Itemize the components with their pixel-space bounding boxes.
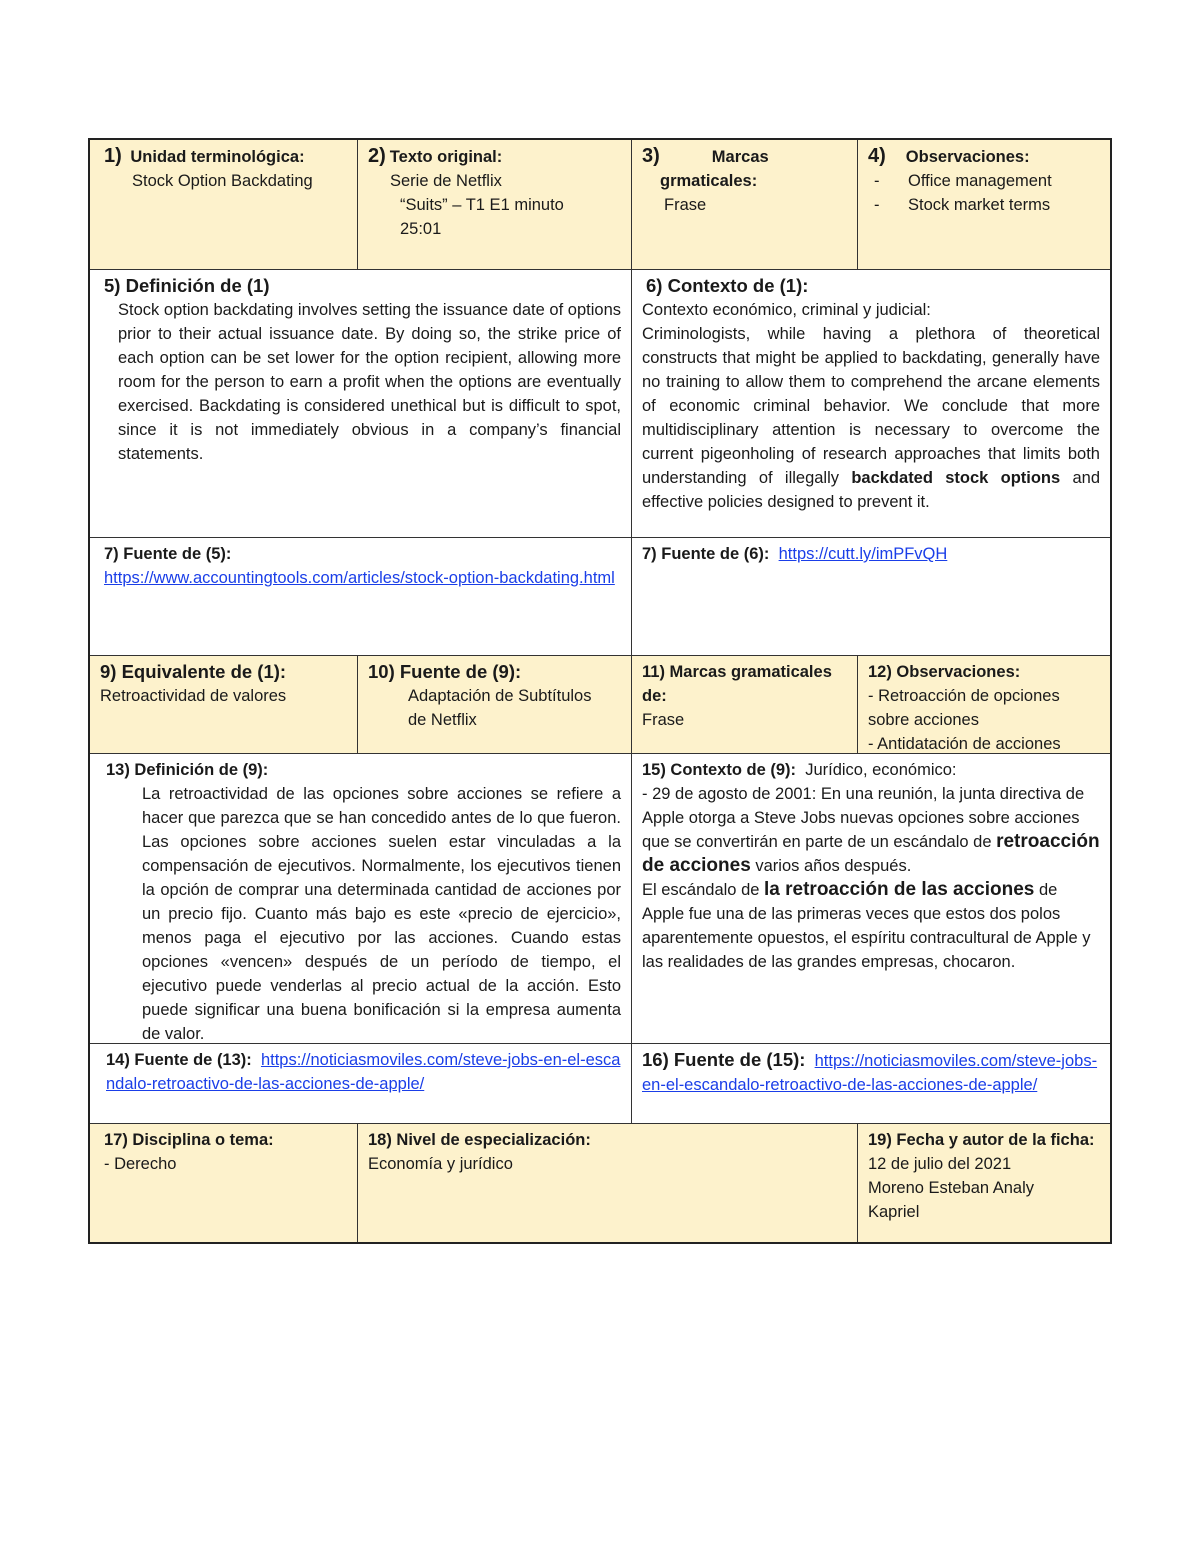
cell-title-rest: Jurídico, económico: bbox=[805, 761, 957, 779]
list-item: - Antidatación de acciones bbox=[868, 735, 1061, 753]
cell-marcas-gramaticales bbox=[632, 140, 858, 270]
cell-value: Retroactividad de valores bbox=[100, 687, 287, 705]
context-paragraph: - 29 de agosto de 2001: En una reunión, la junta directiva de Apple otorga a Steve Jobs nuevas opciones sobre acciones que se convertirán en parte de un escándalo de retroacción de acciones varios años después. bbox=[642, 785, 1100, 876]
cell-title: 11) Marcas gramaticales bbox=[642, 663, 832, 681]
cell-number: 3) bbox=[642, 145, 660, 167]
cell-value-line: 12 de julio del 2021 bbox=[868, 1155, 1012, 1173]
cell-definicion-9 bbox=[90, 754, 632, 1044]
cell-title: 7) Fuente de (5): bbox=[104, 545, 232, 563]
source-link[interactable]: https://noticiasmoviles.com/steve-jobs-en-el-escandalo-retroactivo-de-las-acciones-de-apple/ bbox=[106, 1051, 621, 1093]
source-link[interactable]: https://cutt.ly/imPFvQH bbox=[778, 545, 948, 563]
cell-contexto-9 bbox=[632, 754, 1110, 1044]
cell-title: 15) Contexto de (9): bbox=[642, 761, 797, 779]
definition-text: La retroactividad de las opciones sobre acciones se refiere a hacer que parezca que se han concedido antes de lo que fueron. Las opciones sobre acciones suelen estar vinculadas a la compensación de ejecutivos. Normalmente, los ejecutivos tienen la opción de comprar una determinada cantidad de acciones por un precio fijo. Cuanto más bajo es este «precio de ejercicio», menos paga el ejecutivo por las acciones. Cuando estas opciones «vencen» después de un período de tiempo, el ejecutivo puede venderlas al precio actual de la acción. Esto puede significar una buena bonificación si la empresa aumenta de valor. bbox=[142, 785, 621, 1043]
cell-title-cont: grmaticales: bbox=[660, 172, 758, 190]
cell-observaciones-2 bbox=[858, 656, 1110, 754]
cell-title: 13) Definición de (9): bbox=[106, 761, 269, 779]
cell-equivalente bbox=[90, 656, 358, 754]
list-item: - Retroacción de opciones sobre acciones bbox=[868, 687, 1060, 729]
cell-contexto bbox=[632, 270, 1110, 538]
cell-disciplina bbox=[90, 1124, 358, 1242]
cell-number: 1) bbox=[104, 145, 122, 167]
cell-value-line: Serie de Netflix bbox=[390, 172, 502, 190]
cell-title: 5) Definición de (1) bbox=[104, 275, 270, 296]
cell-fecha-autor bbox=[858, 1124, 1110, 1242]
context-subtitle: Contexto económico, criminal y judicial: bbox=[642, 301, 931, 319]
cell-fuente-5 bbox=[90, 538, 632, 656]
definition-text: Stock option backdating involves setting the issuance date of options prior to their actual issuance date. By doing so, the strike price of each option can be set lower for the option recipient, allowing more room for the person to earn a profit when the options are eventually exercised. Backdating is considered unethical but is difficult to spot, since it is not immediately obvious in a company’s financial statements. bbox=[118, 301, 621, 463]
cell-number: 4) bbox=[868, 145, 886, 167]
cell-title: 6) Contexto de (1): bbox=[646, 275, 809, 296]
cell-observaciones bbox=[858, 140, 1110, 270]
source-link[interactable]: https://www.accountingtools.com/articles/stock-option-backdating.html bbox=[104, 569, 615, 587]
cell-nivel-especializacion bbox=[358, 1124, 858, 1242]
cell-value: Stock Option Backdating bbox=[132, 172, 313, 190]
cell-fuente-6 bbox=[632, 538, 1110, 656]
cell-marcas-gramaticales-2 bbox=[632, 656, 858, 754]
cell-value-line: Kapriel bbox=[868, 1203, 920, 1221]
cell-title: 14) Fuente de (13): bbox=[106, 1051, 252, 1069]
cell-value-line: Adaptación de Subtítulos bbox=[408, 687, 592, 705]
cell-title: 19) Fecha y autor de la ficha: bbox=[868, 1131, 1095, 1149]
context-paragraph: El escándalo de la retroacción de las acciones de Apple fue una de las primeras veces que estos dos polos aparentemente opuestos, el espíritu contracultural de Apple y las realidades de las grandes empresas, chocaron. bbox=[642, 879, 1091, 971]
context-text: Criminologists, while having a plethora of theoretical constructs that might be applied to backdating, generally have no training to allow them to comprehend the arcane elements of economic criminal behavior. We conclude that more multidisciplinary attention is necessary to overcome the current pigeonholing of research approaches that limits both understanding of illegally backdated stock options and effective policies designed to prevent it. bbox=[642, 325, 1101, 511]
cell-value-line: Moreno Esteban Analy bbox=[868, 1179, 1035, 1197]
cell-unidad-terminologica bbox=[90, 140, 358, 270]
list-item: - Stock market terms bbox=[874, 196, 1051, 214]
source-link[interactable]: https://noticiasmoviles.com/steve-jobs-en-el-escandalo-retroactivo-de-las-acciones-de-apple/ bbox=[642, 1052, 1098, 1094]
cell-title: 7) Fuente de (6): bbox=[642, 545, 770, 563]
cell-title: 9) Equivalente de (1): bbox=[100, 661, 287, 682]
cell-title: 10) Fuente de (9): bbox=[368, 661, 522, 682]
cell-number: 2) bbox=[368, 145, 386, 167]
cell-value-line: “Suits” – T1 E1 minuto bbox=[400, 196, 564, 214]
cell-title: 16) Fuente de (15): bbox=[642, 1049, 806, 1070]
cell-value: Economía y jurídico bbox=[368, 1155, 513, 1173]
cell-title: Marcas bbox=[711, 148, 769, 166]
cell-value-line: 25:01 bbox=[400, 220, 442, 238]
cell-texto-original bbox=[358, 140, 632, 270]
cell-title: Texto original: bbox=[389, 148, 503, 166]
cell-title: Unidad terminológica: bbox=[130, 148, 305, 166]
cell-title-cont: de: bbox=[642, 687, 667, 705]
cell-title: Observaciones: bbox=[905, 148, 1030, 166]
cell-value: Frase bbox=[664, 196, 707, 214]
cell-value-line: de Netflix bbox=[408, 711, 477, 729]
cell-fuente-9 bbox=[358, 656, 632, 754]
cell-definicion bbox=[90, 270, 632, 538]
terminology-card bbox=[88, 138, 1112, 1244]
cell-title: 18) Nivel de especialización: bbox=[368, 1131, 591, 1149]
cell-value: - Derecho bbox=[104, 1155, 177, 1173]
cell-title: 12) Observaciones: bbox=[868, 663, 1021, 681]
cell-fuente-15 bbox=[632, 1044, 1110, 1124]
cell-fuente-13 bbox=[90, 1044, 632, 1124]
cell-title: 17) Disciplina o tema: bbox=[104, 1131, 274, 1149]
cell-value: Frase bbox=[642, 711, 685, 729]
list-item: - Office management bbox=[874, 172, 1052, 190]
